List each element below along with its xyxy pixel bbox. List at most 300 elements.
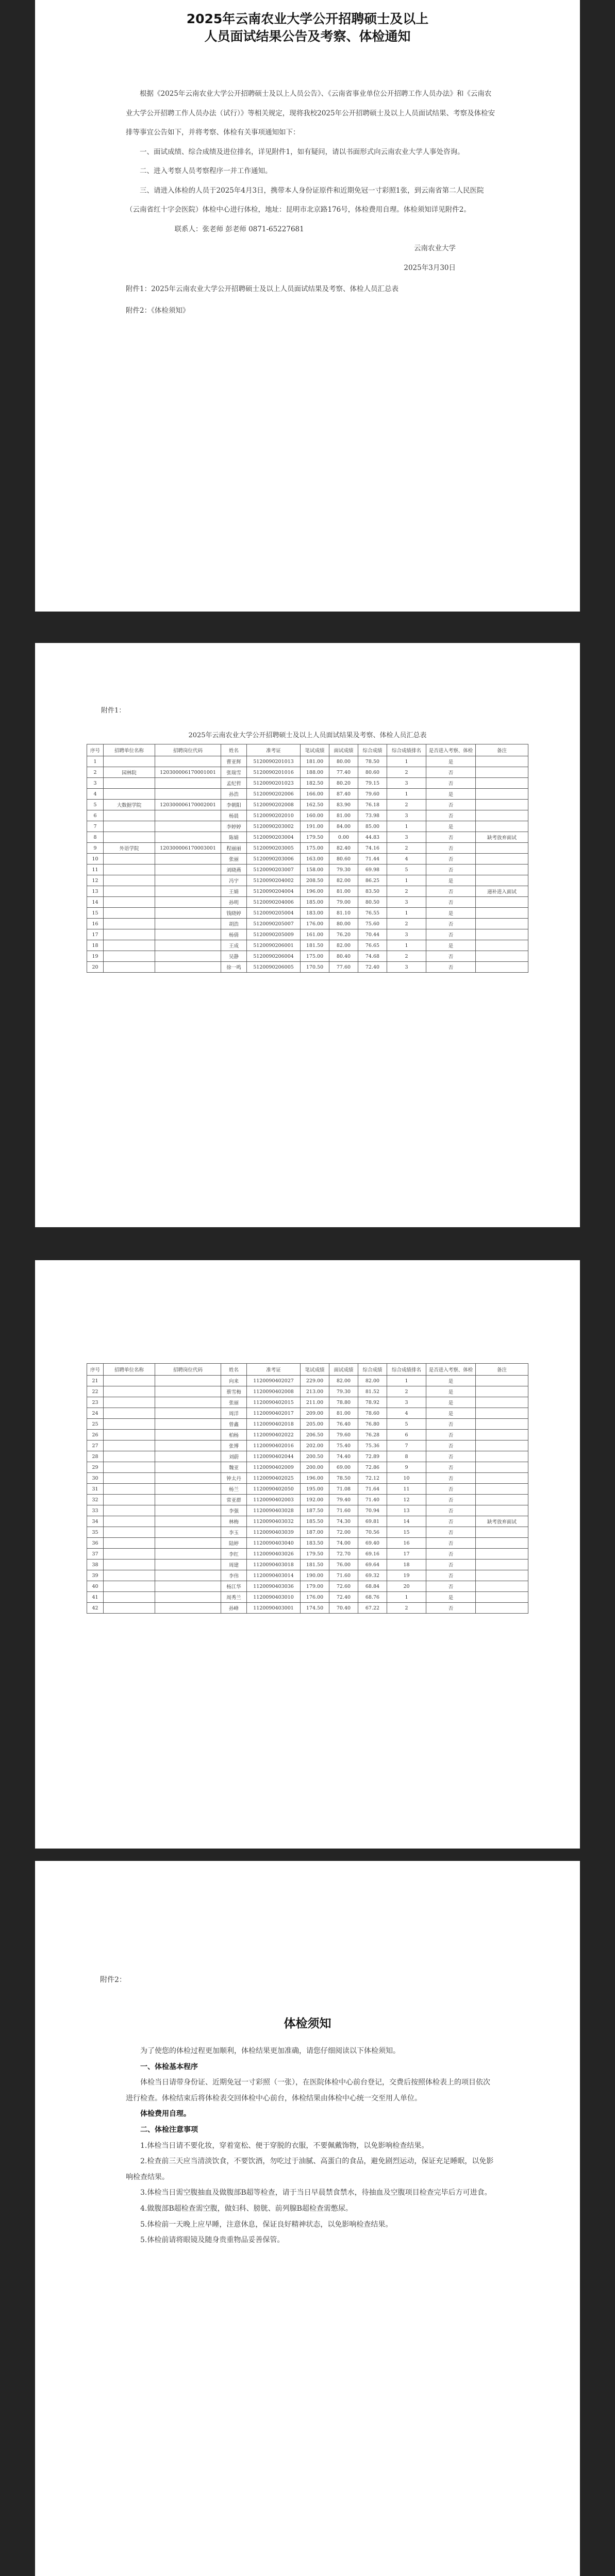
table-cell: 3: [387, 832, 426, 843]
table-cell: 44.83: [358, 832, 387, 843]
table-cell: [155, 1516, 221, 1527]
table-cell: 李伟: [221, 1570, 247, 1581]
table-cell: 5120090201013: [247, 756, 301, 767]
exam-notice-body: [126, 2043, 497, 2248]
table-cell: 82.00: [358, 1376, 387, 1386]
table-cell: [104, 1397, 155, 1408]
table-cell: 是: [426, 789, 476, 800]
table-cell: [476, 940, 528, 951]
contact-line: 联系人：张老师 彭老师 0871-65227681: [174, 225, 304, 233]
table-cell: 1120090402017: [247, 1408, 301, 1419]
table-cell: 76.65: [358, 940, 387, 951]
table-cell: [476, 854, 528, 865]
table-cell: [104, 919, 155, 929]
table-cell: 5120090202006: [247, 789, 301, 800]
table-cell: 是: [426, 1408, 476, 1419]
section-heading: 一、体检基本程序: [140, 2062, 198, 2071]
table-row: [87, 1462, 528, 1473]
table-cell: 5120090205007: [247, 919, 301, 929]
table-cell: 86.25: [358, 875, 387, 886]
attachment1-page-2: [35, 1260, 580, 1849]
table-cell: 5120090206005: [247, 962, 301, 973]
table-cell: 77.60: [329, 962, 358, 973]
table-cell: 81.00: [329, 810, 358, 821]
table-cell: 3: [87, 778, 104, 789]
table-cell: 1: [387, 789, 426, 800]
table-cell: 5120090205009: [247, 929, 301, 940]
table-cell: 190.00: [301, 1570, 329, 1581]
table-row: [87, 1495, 528, 1505]
table-cell: 162.50: [301, 800, 329, 810]
table-cell: 缺考放弃面试: [476, 832, 528, 843]
table-cell: 200.50: [301, 1451, 329, 1462]
table-cell: 1120090403014: [247, 1570, 301, 1581]
attachment-line-1: 附件1：2025年云南农业大学公开招聘硕士及以上人员面试结果及考察、体检人员汇总表: [126, 285, 398, 293]
table-row: [87, 843, 528, 854]
table-cell: 向来: [221, 1376, 247, 1386]
table-cell: 75.36: [358, 1440, 387, 1451]
table-cell: 80.00: [329, 756, 358, 767]
table-cell: 5120090201023: [247, 778, 301, 789]
table-cell: [155, 951, 221, 962]
table-cell: 70.44: [358, 929, 387, 940]
attachment-line-2: 附件2：《体检须知》: [126, 306, 190, 315]
table-cell: [104, 1592, 155, 1603]
table-cell: 87.40: [329, 789, 358, 800]
table-row: [87, 940, 528, 951]
table-row: [87, 1440, 528, 1451]
table-row: [87, 951, 528, 962]
table-cell: 76.20: [329, 929, 358, 940]
table-cell: 5120090201016: [247, 767, 301, 778]
table-cell: 24: [87, 1408, 104, 1419]
table-cell: [155, 789, 221, 800]
table-cell: 王成: [221, 940, 247, 951]
table-cell: 5120090203006: [247, 854, 301, 865]
table-cell: 1: [87, 756, 104, 767]
column-header: 是否进入考察、体检: [426, 744, 476, 756]
table-cell: 王婧: [221, 886, 247, 897]
table-cell: 75.60: [358, 919, 387, 929]
column-header: 备注: [476, 1364, 528, 1376]
table-cell: 李婷婷: [221, 821, 247, 832]
table-cell: 78.92: [358, 1397, 387, 1408]
table-cell: [155, 1549, 221, 1560]
table-row: [87, 789, 528, 800]
table-cell: 68.76: [358, 1592, 387, 1603]
table-cell: 174.50: [301, 1603, 329, 1614]
column-header: 序号: [87, 744, 104, 756]
exam-notice-title: 体检须知: [284, 2017, 331, 2030]
table-cell: 3: [387, 778, 426, 789]
table-cell: 2: [387, 800, 426, 810]
table-cell: 16: [87, 919, 104, 929]
table-row: [87, 1473, 528, 1484]
table-cell: [476, 962, 528, 973]
table-cell: [476, 951, 528, 962]
table-cell: 0.00: [329, 832, 358, 843]
table-cell: 34: [87, 1516, 104, 1527]
table-cell: 3: [387, 929, 426, 940]
table-cell: 81.00: [329, 886, 358, 897]
table-cell: 5120090203002: [247, 821, 301, 832]
table-cell: 14: [87, 897, 104, 908]
table-cell: 5: [387, 1419, 426, 1430]
table-cell: 69.64: [358, 1560, 387, 1570]
table-cell: 74.68: [358, 951, 387, 962]
table-cell: 37: [87, 1549, 104, 1560]
table-cell: [476, 897, 528, 908]
table-cell: [476, 908, 528, 919]
column-header: 招聘岗位代码: [155, 744, 221, 756]
table-cell: 205.00: [301, 1419, 329, 1430]
table-cell: 82.40: [329, 843, 358, 854]
table-cell: [155, 821, 221, 832]
table-cell: 1120090403028: [247, 1505, 301, 1516]
table-cell: 是: [426, 1386, 476, 1397]
table-cell: 5120090206004: [247, 951, 301, 962]
notice-paragraph: 二、进入考察人员考察程序一并工作通知。: [140, 167, 272, 175]
table-cell: 1120090402027: [247, 1376, 301, 1386]
table-cell: [155, 875, 221, 886]
table-cell: 71.44: [358, 854, 387, 865]
table-cell: 32: [87, 1495, 104, 1505]
table-cell: 否: [426, 854, 476, 865]
table-row: [87, 1408, 528, 1419]
table-cell: [104, 1430, 155, 1440]
table-cell: 81.00: [329, 1408, 358, 1419]
table-cell: 9: [387, 1462, 426, 1473]
table-cell: 72.89: [358, 1451, 387, 1462]
table-cell: [476, 1386, 528, 1397]
table-cell: 38: [87, 1560, 104, 1570]
table-cell: 185.50: [301, 1516, 329, 1527]
table-cell: [155, 1386, 221, 1397]
table-cell: 否: [426, 1549, 476, 1560]
table-cell: [476, 810, 528, 821]
table-cell: 否: [426, 1516, 476, 1527]
notice-paragraph: 4.做腹部B超检查需空腹，做妇科、膀胱、前列腺B超检查需憋尿。: [140, 2204, 353, 2213]
table-cell: 否: [426, 810, 476, 821]
table-cell: 5: [87, 800, 104, 810]
table-cell: 否: [426, 1560, 476, 1570]
table-cell: 2: [387, 1386, 426, 1397]
notice-paragraph: 5.体检前请将眼镜及随身贵重物品妥善保管。: [140, 2236, 285, 2245]
table-cell: 1120090402018: [247, 1419, 301, 1430]
table-cell: 1120090402003: [247, 1495, 301, 1505]
table-cell: [155, 1570, 221, 1581]
table-row: [87, 908, 528, 919]
table-cell: 74.30: [329, 1516, 358, 1527]
table-cell: 202.00: [301, 1440, 329, 1451]
table-cell: [155, 962, 221, 973]
table-cell: 72.12: [358, 1473, 387, 1484]
table-cell: [476, 929, 528, 940]
table-cell: 11: [87, 865, 104, 875]
table-cell: 158.00: [301, 865, 329, 875]
table-cell: 213.00: [301, 1386, 329, 1397]
table-cell: 否: [426, 1495, 476, 1505]
table-row: [87, 886, 528, 897]
table-cell: 72.70: [329, 1549, 358, 1560]
table-cell: 否: [426, 1473, 476, 1484]
table-cell: 187.00: [301, 1527, 329, 1538]
table-cell: [155, 832, 221, 843]
table-cell: 10: [387, 1473, 426, 1484]
table-cell: [155, 1592, 221, 1603]
table-cell: 6: [87, 810, 104, 821]
table-cell: 5120090206001: [247, 940, 301, 951]
table-cell: 2: [87, 767, 104, 778]
table-cell: [155, 929, 221, 940]
table-cell: 179.00: [301, 1581, 329, 1592]
table-cell: [104, 908, 155, 919]
table-cell: 否: [426, 800, 476, 810]
table-row: [87, 1505, 528, 1516]
table-cell: 179.50: [301, 832, 329, 843]
table-cell: 26: [87, 1430, 104, 1440]
table-title: 2025年云南农业大学公开招聘硕士及以上人员面试结果及考察、体检人员汇总表: [188, 732, 427, 739]
table-cell: 72.86: [358, 1462, 387, 1473]
table-row: [87, 897, 528, 908]
table-cell: 2: [387, 951, 426, 962]
table-cell: 80.50: [358, 897, 387, 908]
notice-paragraph: 5.体检前一天晚上应早睡，注意休息，保证良好精神状态，以免影响检查结果。: [140, 2220, 393, 2229]
table-cell: 蔡雪梅: [221, 1386, 247, 1397]
table-row: [87, 962, 528, 973]
table-cell: 5120090202010: [247, 810, 301, 821]
table-cell: 79.40: [329, 1495, 358, 1505]
table-cell: [155, 854, 221, 865]
table-cell: [476, 875, 528, 886]
table-cell: 是: [426, 821, 476, 832]
column-header: 姓名: [221, 1364, 247, 1376]
table-cell: 163.00: [301, 854, 329, 865]
table-cell: 周秀兰: [221, 1592, 247, 1603]
table-cell: [155, 1440, 221, 1451]
table-cell: 71.60: [329, 1505, 358, 1516]
table-row: [87, 1549, 528, 1560]
table-cell: 71.64: [358, 1484, 387, 1495]
table-row: [87, 1603, 528, 1614]
column-header: 姓名: [221, 744, 247, 756]
table-cell: [155, 1397, 221, 1408]
table-cell: 120300006170001001: [155, 767, 221, 778]
table-row: [87, 865, 528, 875]
table-cell: 41: [87, 1592, 104, 1603]
table-cell: [155, 1376, 221, 1386]
table-cell: 否: [426, 1538, 476, 1549]
table-cell: [476, 778, 528, 789]
table-cell: [104, 875, 155, 886]
table-cell: 166.00: [301, 789, 329, 800]
table-cell: 2: [387, 919, 426, 929]
table-cell: [476, 800, 528, 810]
table-cell: 杨倩: [221, 929, 247, 940]
notice-paragraph: 一、面试成绩、综合成绩及进位排名，详见附件1，如有疑问，请以书面形式向云南农业大学人事处咨询。: [140, 147, 464, 156]
table-cell: [155, 1462, 221, 1473]
table-cell: 82.00: [329, 1376, 358, 1386]
table-cell: 79.30: [329, 865, 358, 875]
table-row: [87, 1419, 528, 1430]
table-cell: 40: [87, 1581, 104, 1592]
table-cell: 杨晨: [221, 810, 247, 821]
table-cell: 74.40: [329, 1451, 358, 1462]
table-cell: 1120090403018: [247, 1560, 301, 1570]
table-cell: [155, 1430, 221, 1440]
table-cell: 是: [426, 940, 476, 951]
table-cell: 张瑞雪: [221, 767, 247, 778]
table-cell: [104, 854, 155, 865]
table-cell: 82.00: [329, 940, 358, 951]
table-cell: [476, 1538, 528, 1549]
table-cell: 76.80: [358, 1419, 387, 1430]
table-cell: 常亚群: [221, 1495, 247, 1505]
table-cell: 29: [87, 1462, 104, 1473]
column-header: 笔试成绩: [301, 1364, 329, 1376]
table-cell: 否: [426, 1430, 476, 1440]
table-cell: 206.50: [301, 1430, 329, 1440]
table-cell: [104, 778, 155, 789]
table-cell: 69.00: [329, 1462, 358, 1473]
table-cell: [104, 1473, 155, 1484]
table-cell: 181.00: [301, 756, 329, 767]
table-cell: [104, 865, 155, 875]
table-row: [87, 929, 528, 940]
table-cell: 74.00: [329, 1538, 358, 1549]
table-cell: 161.00: [301, 929, 329, 940]
table-cell: 15: [87, 908, 104, 919]
table-cell: 否: [426, 951, 476, 962]
table-cell: 3: [387, 810, 426, 821]
table-cell: 196.00: [301, 886, 329, 897]
table-cell: 否: [426, 778, 476, 789]
table-cell: 否: [426, 843, 476, 854]
table-cell: [104, 1495, 155, 1505]
table-cell: [155, 1451, 221, 1462]
table-cell: 11: [387, 1484, 426, 1495]
table-cell: 6: [387, 1430, 426, 1440]
table-cell: 冯宇: [221, 875, 247, 886]
table-cell: [155, 865, 221, 875]
table-header-row: [87, 744, 528, 756]
table-row: [87, 1484, 528, 1495]
table-cell: 1120090402009: [247, 1462, 301, 1473]
sign-date: 2025年3月30日: [404, 263, 456, 272]
table-cell: 3: [387, 897, 426, 908]
table-cell: [476, 821, 528, 832]
table-cell: [104, 951, 155, 962]
table-cell: 175.00: [301, 951, 329, 962]
table-header-row: [87, 1364, 528, 1376]
table-cell: [104, 821, 155, 832]
table-cell: [155, 1473, 221, 1484]
table-cell: 否: [426, 1484, 476, 1495]
table-cell: 孟纪哲: [221, 778, 247, 789]
table-row: [87, 821, 528, 832]
table-cell: 181.50: [301, 940, 329, 951]
table-cell: 否: [426, 1570, 476, 1581]
table-cell: [476, 1419, 528, 1430]
table-cell: [104, 1376, 155, 1386]
table-cell: [104, 756, 155, 767]
table-cell: 4: [387, 854, 426, 865]
table-cell: 229.00: [301, 1376, 329, 1386]
table-cell: [104, 1516, 155, 1527]
attachment1-page-1: [35, 643, 580, 1227]
table-cell: 2: [387, 1603, 426, 1614]
table-cell: [155, 1527, 221, 1538]
table-cell: 30: [87, 1473, 104, 1484]
table-cell: 18: [87, 940, 104, 951]
attachment-label: 附件1：: [101, 707, 126, 715]
table-cell: 1120090402016: [247, 1440, 301, 1451]
table-cell: [155, 919, 221, 929]
table-row: [87, 800, 528, 810]
table-cell: 周洋: [221, 1408, 247, 1419]
table-cell: 是: [426, 875, 476, 886]
table-cell: 曹亚辉: [221, 756, 247, 767]
table-cell: 76.00: [329, 1560, 358, 1570]
table-row: [87, 1516, 528, 1527]
table-cell: [476, 1473, 528, 1484]
column-header: 是否进入考察、体检: [426, 1364, 476, 1376]
table-cell: 31: [87, 1484, 104, 1495]
table-cell: [155, 1538, 221, 1549]
table-cell: 1120090403032: [247, 1516, 301, 1527]
table-cell: 4: [87, 789, 104, 800]
table-cell: [104, 962, 155, 973]
table-cell: 72.60: [329, 1581, 358, 1592]
table-cell: 5120090205004: [247, 908, 301, 919]
table-cell: 81.10: [329, 908, 358, 919]
table-cell: 18: [387, 1560, 426, 1570]
table-cell: 否: [426, 1603, 476, 1614]
table-cell: [476, 789, 528, 800]
notice-page: [35, 0, 580, 612]
table-cell: [104, 1419, 155, 1430]
table-cell: 2: [387, 767, 426, 778]
table-cell: [476, 1440, 528, 1451]
table-cell: 15: [387, 1527, 426, 1538]
table-cell: [104, 789, 155, 800]
table-row: [87, 854, 528, 865]
column-header: 序号: [87, 1364, 104, 1376]
notice-paragraph: 三、请进入体检的人员于2025年4月3日，携带本人身份证原件和近期免冠一寸彩照1张，到云南省第二人民医院（云南省红十字会医院）体检中心进行体检，地址：昆明市北京路176号，体检费用自理。体检须知详见附件2。: [126, 186, 484, 214]
table-cell: 195.00: [301, 1484, 329, 1495]
table-cell: 176.00: [301, 1592, 329, 1603]
table-cell: 魏亚: [221, 1462, 247, 1473]
table-cell: 胡浩: [221, 919, 247, 929]
notice-paragraph: 3.体检当日需空腹抽血及做腹部B超等检查，请于当日早晨禁食禁水，待抽血及空腹项目检查完毕后方可进食。: [140, 2189, 492, 2197]
column-header: 综合成绩: [358, 744, 387, 756]
notice-paragraph: 为了使您的体检过程更加顺利，体检结果更加准确，请您仔细阅读以下体检须知。: [140, 2047, 400, 2055]
table-cell: [104, 1440, 155, 1451]
table-cell: [155, 810, 221, 821]
table-cell: 1120090402015: [247, 1397, 301, 1408]
table-cell: 78.60: [358, 1408, 387, 1419]
table-cell: 75.40: [329, 1440, 358, 1451]
table-cell: 22: [87, 1386, 104, 1397]
table-cell: 1120090403036: [247, 1581, 301, 1592]
table-cell: 76.55: [358, 908, 387, 919]
table-cell: 69.98: [358, 865, 387, 875]
table-cell: 张丽: [221, 854, 247, 865]
table-cell: 9: [87, 843, 104, 854]
table-cell: 否: [426, 1419, 476, 1430]
table-cell: [155, 1560, 221, 1570]
table-cell: 1120090403026: [247, 1549, 301, 1560]
